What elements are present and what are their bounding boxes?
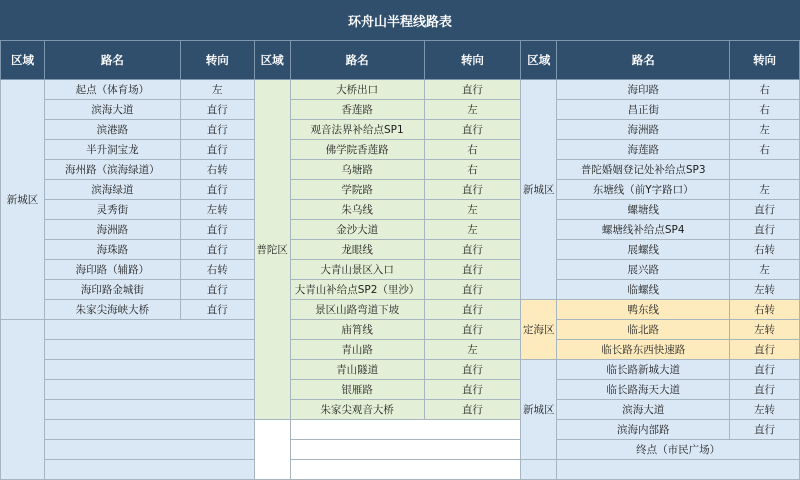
direction-cell: 直行: [424, 380, 521, 400]
table-row: [1, 260, 800, 280]
empty-cell: [290, 460, 521, 480]
road-name-cell: 海印路金城街: [44, 280, 180, 300]
table-row: [1, 360, 800, 380]
direction-cell: [730, 160, 800, 180]
route-table: [0, 40, 800, 480]
road-name-cell: 大青山景区入口: [290, 260, 424, 280]
table-row: [1, 160, 800, 180]
direction-cell: 左: [730, 120, 800, 140]
direction-cell: 直行: [424, 120, 521, 140]
direction-cell: 直行: [180, 280, 254, 300]
direction-cell: 直行: [730, 220, 800, 240]
direction-cell: 直行: [730, 340, 800, 360]
road-name-cell: 临长路东西快速路: [557, 340, 730, 360]
direction-cell: 右: [730, 100, 800, 120]
road-name-cell: 临长路海天大道: [557, 380, 730, 400]
table-row: [1, 400, 800, 420]
table-row: [1, 240, 800, 260]
direction-cell: 左: [730, 260, 800, 280]
direction-cell: 右转: [180, 160, 254, 180]
header-road-1: 路名: [44, 41, 180, 80]
road-name-cell: 海珠路: [44, 240, 180, 260]
empty-cell: [557, 460, 800, 480]
header-direction-3: 转向: [730, 41, 800, 80]
table-row: [1, 440, 800, 460]
table-row: [1, 200, 800, 220]
direction-cell: 左转: [180, 200, 254, 220]
direction-cell: 直行: [424, 80, 521, 100]
region-cell: 定海区: [521, 300, 557, 360]
direction-cell: 右转: [730, 240, 800, 260]
road-name-cell: 临北路: [557, 320, 730, 340]
region-cell: 新城区: [1, 80, 45, 320]
road-name-cell: 青山隧道: [290, 360, 424, 380]
road-name-cell: 香莲路: [290, 100, 424, 120]
empty-cell: [44, 420, 254, 440]
road-name-cell: 海洲路: [44, 220, 180, 240]
road-name-cell: 乌塘路: [290, 160, 424, 180]
direction-cell: 直行: [180, 180, 254, 200]
road-name-cell: 终点（市民广场）: [557, 440, 800, 460]
road-name-cell: 半升洞宝龙: [44, 140, 180, 160]
direction-cell: 左: [180, 80, 254, 100]
header-direction-2: 转向: [424, 41, 521, 80]
table-row: [1, 340, 800, 360]
direction-cell: 直行: [180, 140, 254, 160]
direction-cell: 左: [424, 100, 521, 120]
table-row: [1, 380, 800, 400]
road-name-cell: 朱家尖海峡大桥: [44, 300, 180, 320]
direction-cell: 右: [424, 140, 521, 160]
road-name-cell: 临螺线: [557, 280, 730, 300]
route-table-body: [1, 80, 800, 480]
direction-cell: 直行: [424, 240, 521, 260]
road-name-cell: 庙筲线: [290, 320, 424, 340]
direction-cell: 左转: [730, 400, 800, 420]
direction-cell: 直行: [180, 240, 254, 260]
direction-cell: 左: [424, 200, 521, 220]
empty-cell: [44, 320, 254, 340]
direction-cell: 直行: [180, 220, 254, 240]
region-cell: 普陀区: [254, 80, 290, 420]
road-name-cell: 景区山路弯道下坡: [290, 300, 424, 320]
header-road-3: 路名: [557, 41, 730, 80]
road-name-cell: 起点（体育场）: [44, 80, 180, 100]
direction-cell: 右: [730, 80, 800, 100]
direction-cell: 直行: [730, 360, 800, 380]
direction-cell: 直行: [424, 320, 521, 340]
empty-cell: [290, 440, 521, 460]
road-name-cell: 滨海绿道: [44, 180, 180, 200]
direction-cell: 直行: [424, 180, 521, 200]
road-name-cell: 螺塘线补给点SP4: [557, 220, 730, 240]
road-name-cell: 朱乌线: [290, 200, 424, 220]
road-name-cell: 大青山补给点SP2（里沙）: [290, 280, 424, 300]
direction-cell: 左: [730, 180, 800, 200]
empty-cell: [44, 440, 254, 460]
header-road-2: 路名: [290, 41, 424, 80]
direction-cell: 直行: [180, 100, 254, 120]
direction-cell: 直行: [424, 360, 521, 380]
road-name-cell: 螺塘线: [557, 200, 730, 220]
road-name-cell: 金沙大道: [290, 220, 424, 240]
direction-cell: 直行: [424, 280, 521, 300]
table-row: [1, 180, 800, 200]
direction-cell: 右: [424, 160, 521, 180]
table-row: [1, 300, 800, 320]
road-name-cell: 银雁路: [290, 380, 424, 400]
table-row: [1, 80, 800, 100]
direction-cell: 左: [424, 220, 521, 240]
empty-cell: [44, 460, 254, 480]
header-direction-1: 转向: [180, 41, 254, 80]
table-row: [1, 280, 800, 300]
road-name-cell: 青山路: [290, 340, 424, 360]
road-name-cell: 展螺线: [557, 240, 730, 260]
direction-cell: 左: [424, 340, 521, 360]
header-row: [1, 41, 800, 80]
empty-cell: [44, 380, 254, 400]
road-name-cell: 滨海内部路: [557, 420, 730, 440]
road-name-cell: 学院路: [290, 180, 424, 200]
direction-cell: 直行: [730, 200, 800, 220]
road-name-cell: 海印路: [557, 80, 730, 100]
region-cell: [1, 320, 45, 480]
table-row: [1, 120, 800, 140]
direction-cell: 直行: [424, 260, 521, 280]
direction-cell: 直行: [424, 300, 521, 320]
road-name-cell: 观音法界补给点SP1: [290, 120, 424, 140]
table-row: [1, 420, 800, 440]
direction-cell: 右: [730, 140, 800, 160]
header-region-1: 区域: [1, 41, 45, 80]
direction-cell: 直行: [180, 300, 254, 320]
table-row: [1, 220, 800, 240]
table-title: 环舟山半程线路表: [0, 0, 800, 41]
region-cell: 新城区: [521, 360, 557, 460]
direction-cell: 直行: [730, 420, 800, 440]
region-cell: 新城区: [521, 80, 557, 300]
empty-cell: [44, 400, 254, 420]
empty-cell: [290, 420, 521, 440]
road-name-cell: 展兴路: [557, 260, 730, 280]
table-row: [1, 320, 800, 340]
direction-cell: 直行: [180, 120, 254, 140]
direction-cell: 左转: [730, 320, 800, 340]
header-region-3: 区域: [521, 41, 557, 80]
road-name-cell: 东塘线（前Y字路口）: [557, 180, 730, 200]
road-name-cell: 灵秀街: [44, 200, 180, 220]
direction-cell: 右转: [180, 260, 254, 280]
road-name-cell: 鸭东线: [557, 300, 730, 320]
table-row: [1, 100, 800, 120]
road-name-cell: 海洲路: [557, 120, 730, 140]
road-name-cell: 临长路新城大道: [557, 360, 730, 380]
road-name-cell: 海印路（辅路）: [44, 260, 180, 280]
road-name-cell: 佛学院香莲路: [290, 140, 424, 160]
direction-cell: 左转: [730, 280, 800, 300]
header-region-2: 区域: [254, 41, 290, 80]
road-name-cell: 龙眼线: [290, 240, 424, 260]
empty-cell: [44, 340, 254, 360]
region-cell: [254, 420, 290, 480]
table-row: [1, 140, 800, 160]
road-name-cell: 滨海大道: [44, 100, 180, 120]
road-name-cell: 昌正街: [557, 100, 730, 120]
road-name-cell: 滨港路: [44, 120, 180, 140]
road-name-cell: 大桥出口: [290, 80, 424, 100]
region-cell: [521, 460, 557, 480]
road-name-cell: 海州路（滨海绿道）: [44, 160, 180, 180]
table-row: [1, 460, 800, 480]
empty-cell: [44, 360, 254, 380]
direction-cell: 右转: [730, 300, 800, 320]
direction-cell: 直行: [424, 400, 521, 420]
road-name-cell: 海莲路: [557, 140, 730, 160]
road-name-cell: 普陀婚姻登记处补给点SP3: [557, 160, 730, 180]
direction-cell: 直行: [730, 380, 800, 400]
road-name-cell: 朱家尖观音大桥: [290, 400, 424, 420]
road-name-cell: 滨海大道: [557, 400, 730, 420]
